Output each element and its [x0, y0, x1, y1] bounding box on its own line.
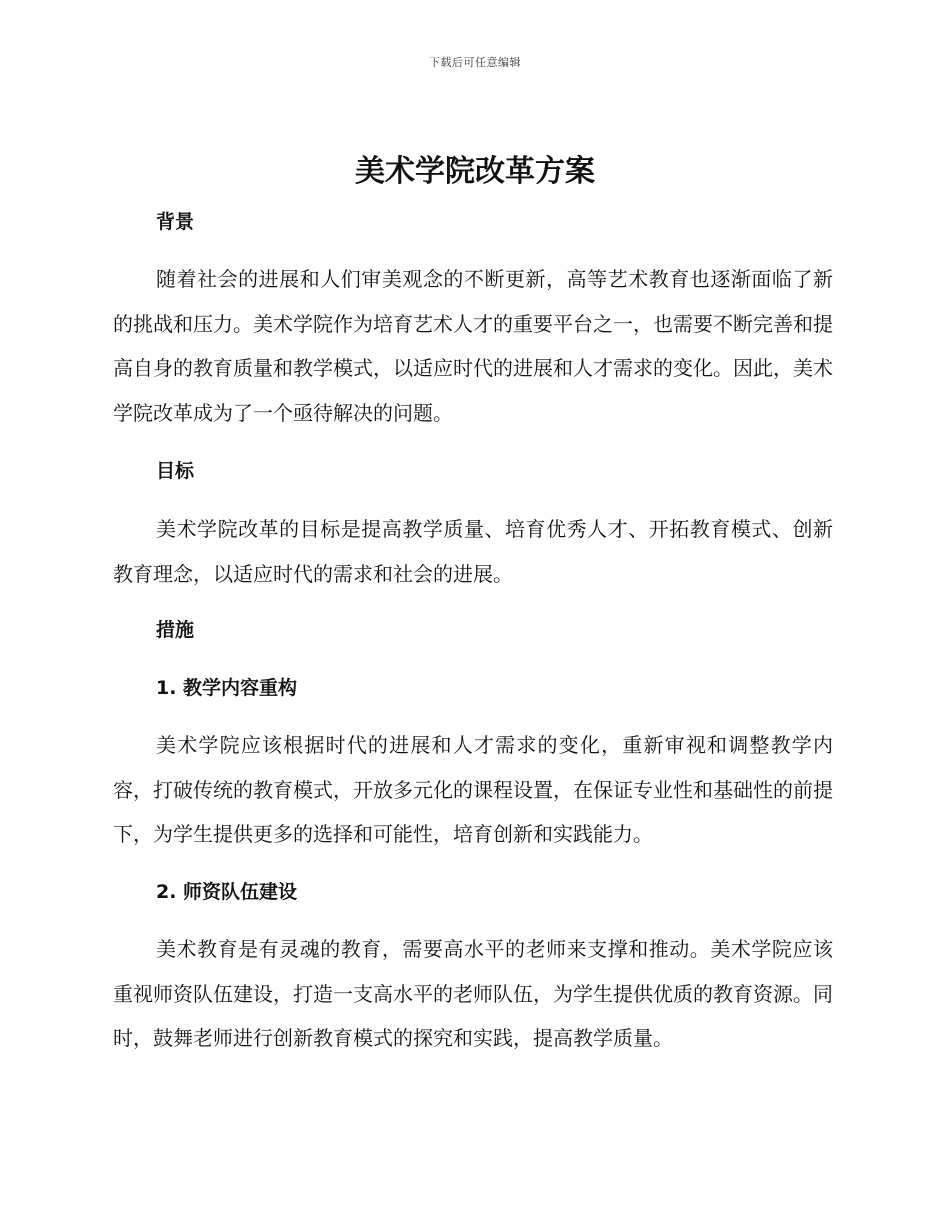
- page-header-note: 下载后可任意编辑: [429, 56, 521, 69]
- section-heading-background: 背景: [156, 211, 195, 233]
- section-heading-measures: 措施: [156, 619, 195, 641]
- document-title: 美术学院改革方案: [355, 154, 595, 189]
- section-heading-faculty: 2. 师资队伍建设: [156, 881, 298, 903]
- section-paragraph-background: 随着社会的进展和人们审美观念的不断更新，高等艺术教育也逐渐面临了新的挑战和压力。美术学院作为培育艺术人才的重要平台之一，也需要不断完善和提高自身的教育质量和教学模式，以适应时代的进展和人才需求的变化。因此，美术学院改革成为了一个亟待解决的问题。: [113, 267, 833, 425]
- section-paragraph-goal: 美术学院改革的目标是提高教学质量、培育优秀人才、开拓教育模式、创新教育理念，以适应时代的需求和社会的进展。: [113, 517, 833, 586]
- section-paragraph-faculty: 美术教育是有灵魂的教育，需要高水平的老师来支撑和推动。美术学院应该重视师资队伍建设，打造一支高水平的老师队伍，为学生提供优质的教育资源。同时，鼓舞老师进行创新教育模式的探究和实践，提高教学质量。: [113, 937, 833, 1050]
- section-heading-teaching-content: 1. 教学内容重构: [156, 677, 298, 699]
- section-paragraph-teaching-content: 美术学院应该根据时代的进展和人才需求的变化，重新审视和调整教学内容，打破传统的教育模式，开放多元化的课程设置，在保证专业性和基础性的前提下，为学生提供更多的选择和可能性，培育创新和实践能力。: [113, 733, 833, 846]
- section-heading-goal: 目标: [156, 460, 195, 482]
